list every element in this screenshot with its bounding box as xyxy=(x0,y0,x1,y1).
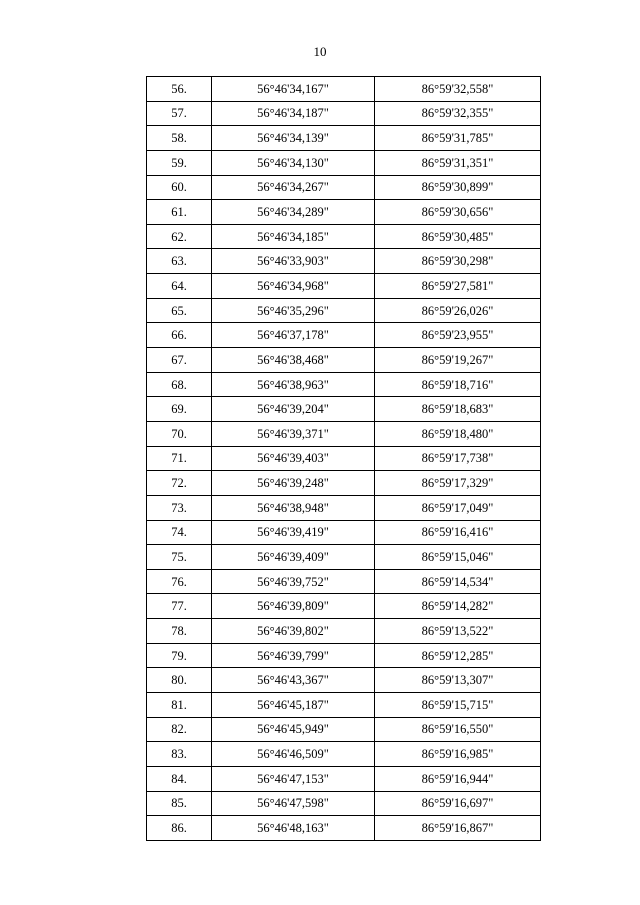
table-row xyxy=(147,446,541,471)
longitude-cell: 86°59'30,656" xyxy=(375,200,541,225)
latitude-cell: 56°46'39,752" xyxy=(212,569,375,594)
page-number: 10 xyxy=(313,44,327,59)
longitude-cell: 86°59'16,867" xyxy=(375,816,541,841)
table-row xyxy=(147,175,541,200)
latitude-cell: 56°46'39,204" xyxy=(212,397,375,422)
table-row xyxy=(147,594,541,619)
point-number-cell: 80. xyxy=(147,668,212,693)
point-number-cell: 71. xyxy=(147,446,212,471)
table-row xyxy=(147,101,541,126)
point-number-cell: 66. xyxy=(147,323,212,348)
latitude-cell: 56°46'34,289" xyxy=(212,200,375,225)
longitude-cell: 86°59'27,581" xyxy=(375,274,541,299)
table-row xyxy=(147,323,541,348)
latitude-cell: 56°46'34,139" xyxy=(212,126,375,151)
longitude-cell: 86°59'32,558" xyxy=(375,77,541,102)
point-number-cell: 77. xyxy=(147,594,212,619)
point-number-cell: 57. xyxy=(147,101,212,126)
point-number-cell: 65. xyxy=(147,298,212,323)
latitude-cell: 56°46'39,371" xyxy=(212,421,375,446)
table-row xyxy=(147,742,541,767)
point-number-cell: 79. xyxy=(147,643,212,668)
longitude-cell: 86°59'18,683" xyxy=(375,397,541,422)
table-row xyxy=(147,545,541,570)
table-row xyxy=(147,150,541,175)
longitude-cell: 86°59'30,298" xyxy=(375,249,541,274)
latitude-cell: 56°46'34,130" xyxy=(212,150,375,175)
longitude-cell: 86°59'15,715" xyxy=(375,693,541,718)
longitude-cell: 86°59'15,046" xyxy=(375,545,541,570)
latitude-cell: 56°46'39,409" xyxy=(212,545,375,570)
latitude-cell: 56°46'48,163" xyxy=(212,816,375,841)
longitude-cell: 86°59'31,351" xyxy=(375,150,541,175)
point-number-cell: 74. xyxy=(147,520,212,545)
point-number-cell: 82. xyxy=(147,717,212,742)
point-number-cell: 85. xyxy=(147,791,212,816)
latitude-cell: 56°46'47,598" xyxy=(212,791,375,816)
table-row xyxy=(147,791,541,816)
point-number-cell: 64. xyxy=(147,274,212,299)
longitude-cell: 86°59'16,550" xyxy=(375,717,541,742)
latitude-cell: 56°46'39,799" xyxy=(212,643,375,668)
latitude-cell: 56°46'39,248" xyxy=(212,471,375,496)
latitude-cell: 56°46'39,419" xyxy=(212,520,375,545)
table-row xyxy=(147,766,541,791)
coordinates-table xyxy=(146,76,541,841)
point-number-cell: 56. xyxy=(147,77,212,102)
table-row xyxy=(147,397,541,422)
longitude-cell: 86°59'16,697" xyxy=(375,791,541,816)
point-number-cell: 63. xyxy=(147,249,212,274)
longitude-cell: 86°59'23,955" xyxy=(375,323,541,348)
table-row xyxy=(147,224,541,249)
longitude-cell: 86°59'26,026" xyxy=(375,298,541,323)
longitude-cell: 86°59'13,522" xyxy=(375,619,541,644)
table-row xyxy=(147,717,541,742)
longitude-cell: 86°59'16,985" xyxy=(375,742,541,767)
table-row xyxy=(147,495,541,520)
point-number-cell: 69. xyxy=(147,397,212,422)
longitude-cell: 86°59'16,416" xyxy=(375,520,541,545)
point-number-cell: 86. xyxy=(147,816,212,841)
latitude-cell: 56°46'34,167" xyxy=(212,77,375,102)
point-number-cell: 73. xyxy=(147,495,212,520)
latitude-cell: 56°46'39,809" xyxy=(212,594,375,619)
point-number-cell: 72. xyxy=(147,471,212,496)
longitude-cell: 86°59'18,716" xyxy=(375,372,541,397)
point-number-cell: 76. xyxy=(147,569,212,594)
latitude-cell: 56°46'34,968" xyxy=(212,274,375,299)
latitude-cell: 56°46'33,903" xyxy=(212,249,375,274)
table-row xyxy=(147,372,541,397)
longitude-cell: 86°59'30,899" xyxy=(375,175,541,200)
latitude-cell: 56°46'43,367" xyxy=(212,668,375,693)
point-number-cell: 67. xyxy=(147,348,212,373)
latitude-cell: 56°46'45,949" xyxy=(212,717,375,742)
longitude-cell: 86°59'17,049" xyxy=(375,495,541,520)
longitude-cell: 86°59'17,329" xyxy=(375,471,541,496)
latitude-cell: 56°46'38,468" xyxy=(212,348,375,373)
table-row xyxy=(147,348,541,373)
latitude-cell: 56°46'46,509" xyxy=(212,742,375,767)
latitude-cell: 56°46'34,267" xyxy=(212,175,375,200)
longitude-cell: 86°59'14,534" xyxy=(375,569,541,594)
point-number-cell: 78. xyxy=(147,619,212,644)
longitude-cell: 86°59'30,485" xyxy=(375,224,541,249)
table-row xyxy=(147,693,541,718)
table-row xyxy=(147,77,541,102)
point-number-cell: 60. xyxy=(147,175,212,200)
longitude-cell: 86°59'19,267" xyxy=(375,348,541,373)
longitude-cell: 86°59'18,480" xyxy=(375,421,541,446)
longitude-cell: 86°59'12,285" xyxy=(375,643,541,668)
point-number-cell: 70. xyxy=(147,421,212,446)
table-row xyxy=(147,619,541,644)
table-row xyxy=(147,668,541,693)
longitude-cell: 86°59'13,307" xyxy=(375,668,541,693)
table-row xyxy=(147,520,541,545)
point-number-cell: 81. xyxy=(147,693,212,718)
longitude-cell: 86°59'14,282" xyxy=(375,594,541,619)
table-row xyxy=(147,298,541,323)
longitude-cell: 86°59'31,785" xyxy=(375,126,541,151)
table-row xyxy=(147,569,541,594)
table-row xyxy=(147,421,541,446)
table-row xyxy=(147,274,541,299)
point-number-cell: 83. xyxy=(147,742,212,767)
latitude-cell: 56°46'34,185" xyxy=(212,224,375,249)
coordinates-table-body xyxy=(147,77,541,841)
table-row xyxy=(147,471,541,496)
point-number-cell: 84. xyxy=(147,766,212,791)
latitude-cell: 56°46'45,187" xyxy=(212,693,375,718)
latitude-cell: 56°46'38,948" xyxy=(212,495,375,520)
point-number-cell: 58. xyxy=(147,126,212,151)
longitude-cell: 86°59'32,355" xyxy=(375,101,541,126)
point-number-cell: 75. xyxy=(147,545,212,570)
latitude-cell: 56°46'47,153" xyxy=(212,766,375,791)
point-number-cell: 68. xyxy=(147,372,212,397)
latitude-cell: 56°46'39,403" xyxy=(212,446,375,471)
latitude-cell: 56°46'39,802" xyxy=(212,619,375,644)
table-row xyxy=(147,249,541,274)
longitude-cell: 86°59'17,738" xyxy=(375,446,541,471)
latitude-cell: 56°46'37,178" xyxy=(212,323,375,348)
latitude-cell: 56°46'38,963" xyxy=(212,372,375,397)
table-row xyxy=(147,643,541,668)
point-number-cell: 62. xyxy=(147,224,212,249)
point-number-cell: 59. xyxy=(147,150,212,175)
table-row xyxy=(147,200,541,225)
point-number-cell: 61. xyxy=(147,200,212,225)
table-row xyxy=(147,816,541,841)
latitude-cell: 56°46'34,187" xyxy=(212,101,375,126)
table-row xyxy=(147,126,541,151)
latitude-cell: 56°46'35,296" xyxy=(212,298,375,323)
longitude-cell: 86°59'16,944" xyxy=(375,766,541,791)
